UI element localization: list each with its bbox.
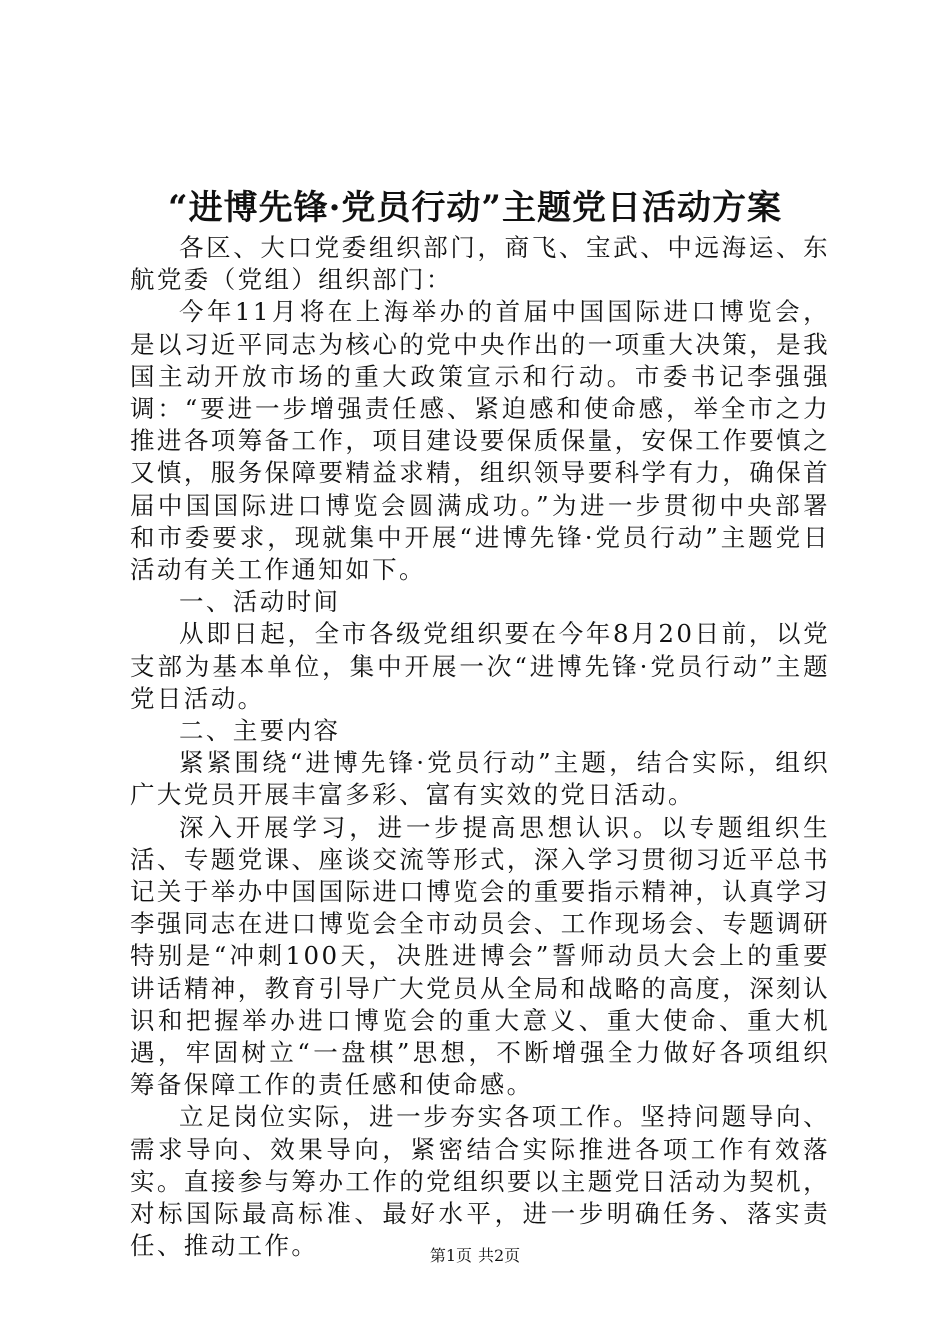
page-number: 第1页 [429, 1246, 472, 1265]
paragraph-addressee: 各区、大口党委组织部门，商飞、宝武、中远海运、东航党委（党组）组织部门： [130, 233, 830, 295]
page-total: 共2页 [478, 1246, 521, 1265]
document-body [130, 232, 830, 1263]
section-heading-time: 一、活动时间 [179, 587, 341, 617]
document-title: “进博先锋·党员行动”主题党日活动方案 [168, 188, 782, 228]
paragraph-intro: 今年11月将在上海举办的首届中国国际进口博览会，是以习近平同志为核心的党中央作出的一项重大决策，是我国主动开放市场的重大政策宣示和行动。市委书记李强强调：“要进一步增强责任感、紧迫感和使命感，举全市之力推进各项筹备工作，项目建设要保质保量，安保工作要慎之又慎，服务保障要精益求精，组织领导要科学有力，确保首届中国国际进口博览会圆满成功。”为进一步贯彻中央部署和市委要求，现就集中开展“进博先锋·党员行动”主题党日活动有关工作通知如下。 [130, 297, 830, 585]
paragraph-study: 深入开展学习，进一步提高思想认识。以专题组织生活、专题党课、座谈交流等形式，深入学习贯彻习近平总书记关于举办中国国际进口博览会的重要指示精神，认真学习李强同志在进口博览会全市动员会、工作现场会、专题调研特别是“冲刺100天，决胜进博会”誓师动员大会上的重要讲话精神，教育引导广大党员从全局和战略的高度，深刻认识和把握举办进口博览会的重大意义、重大使命、重大机遇，牢固树立“一盘棋”思想，不断增强全力做好各项组织筹备保障工作的责任感和使命感。 [130, 812, 830, 1100]
page-footer [0, 1244, 950, 1268]
paragraph-time: 从即日起，全市各级党组织要在今年8月20日前，以党支部为基本单位，集中开展一次“进博先锋·党员行动”主题党日活动。 [130, 619, 830, 713]
paragraph-work: 立足岗位实际，进一步夯实各项工作。坚持问题导向、需求导向、效果导向，紧密结合实际推进各项工作有效落实。直接参与筹办工作的党组织要以主题党日活动为契机，对标国际最高标准、最好水平，进一步明确任务、落实责任、推动工作。 [130, 1102, 830, 1261]
section-heading-content: 二、主要内容 [179, 716, 341, 746]
paragraph-content-summary: 紧紧围绕“进博先锋·党员行动”主题，结合实际，组织广大党员开展丰富多彩、富有实效的党日活动。 [130, 748, 830, 810]
